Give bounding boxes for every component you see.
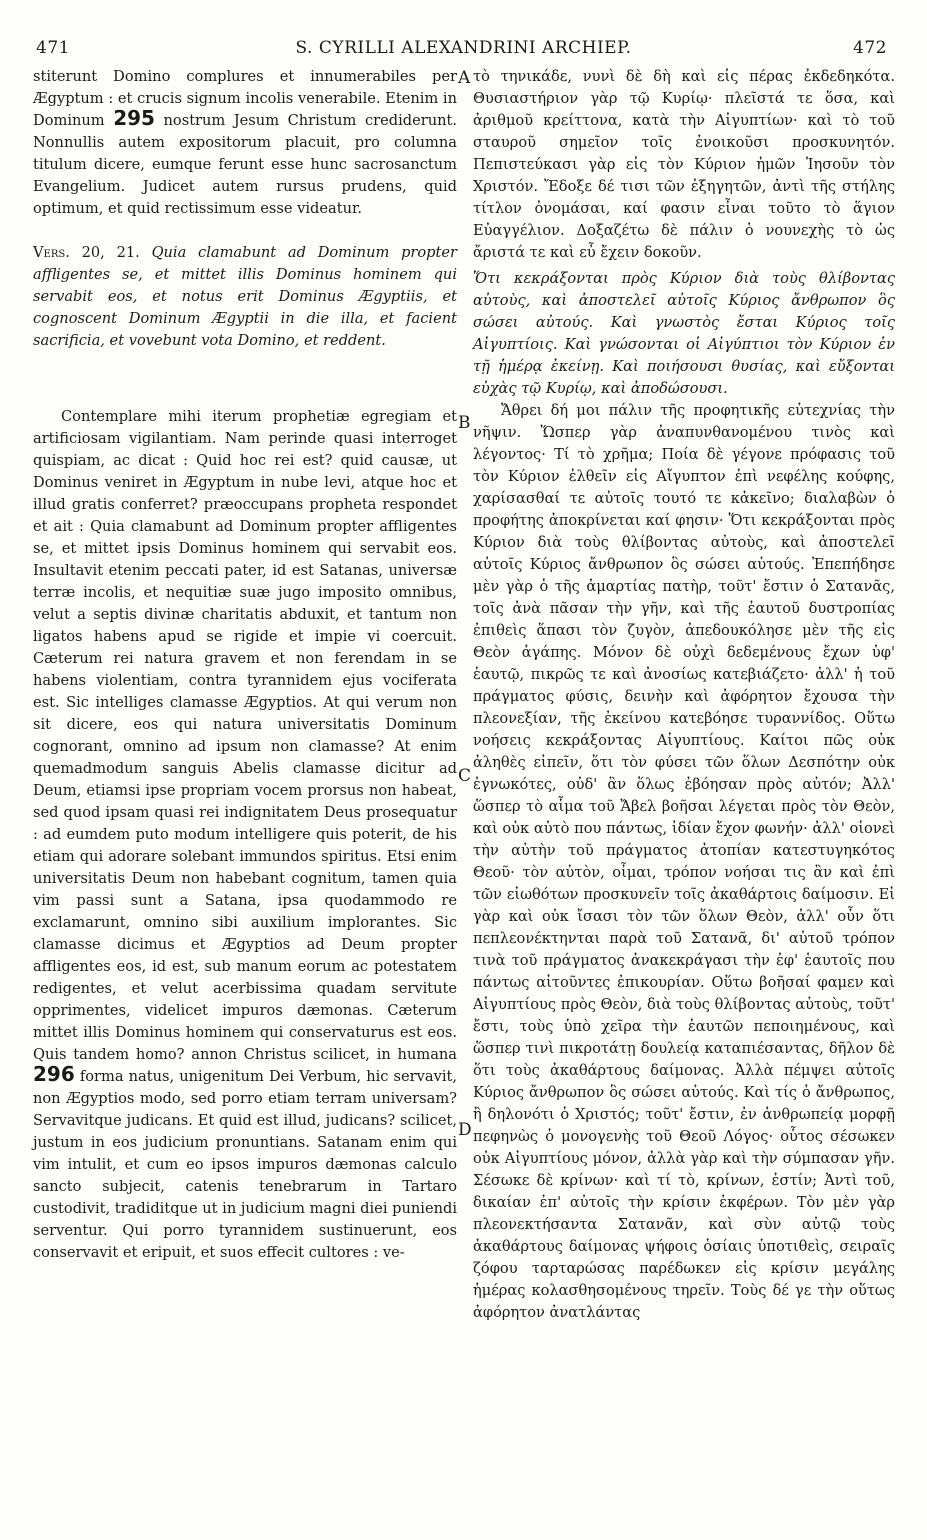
greek-paragraph-3: Ἄθρει δή μοι πάλιν τῆς προφητικῆς εὐτεχνίας τὴν νῆψιν. Ὥσπερ γὰρ ἀναπυνθανομένου τινὸς καὶ λέγοντος· Τί τὸ χρῆμα; Ποία δὲ γέγονε πρόφασις τοῦ τὸν Κύριον ἐλθεῖν εἰς Αἴγυπτον ἐπὶ νεφέλης κούφης, χαρίσασθαί τε αὐτοῖς τουτό τε κἀκεῖνο; διαλαβὼν ὁ προφήτης ἀποκρίνεται καί φησιν· Ὅτι κεκράξονται πρὸς Κύριον διὰ τοὺς θλίβοντας αὐτοὺς, καὶ ἀποστελεῖ αὐτοῖς Κύριος ἄνθρωπον ὃς σώσει αὐτούς. Ἐπεπήδησε μὲν γὰρ ὁ τῆς ἁμαρτίας πατὴρ, τοῦτ' ἔστιν ὁ Σατανᾶς, τοῖς ἀνὰ πᾶσαν τὴν γῆν, καὶ τῆς ἑαυτοῦ δυστροπίας ἐπιθεὶς ἅπασι τὸν ζυγὸν, ἀπεδουκόλησε μὲν τῆς εἰς Θεὸν ἀγάπης. Μόνον δὲ οὐχὶ δεδεμένους ἔχων ὑφ' ἑαυτῷ, πικρῶς τε καὶ ἀνοσίως κατεβιάζετο· ἀλλ' ἡ τοῦ πράγματος φύσις, δεινὴν καὶ ἀφόρητον ἔχουσα τὴν πλεονεξίαν, τῆς ἐκείνου κατεβόησε τυραννίδος. Οὕτω νοήσεις κεκράξοντας Αἰγυπτίους. Καίτοι πῶς οὐκ ἀληθὲς εἰπεῖν, ὅτι τὸν φύσει τῶν ὅλων Δεσπότην οὐκ ἐγνωκότες, οὐδ' ἂν ὅλως ἐβόησαν πρὸς αὐτόν; Ἀλλ' ὥσπερ τὸ αἷμα τοῦ Ἄβελ βοῆσαι λέγεται πρὸς τὸν Θεὸν, καὶ οὐκ αὐτὸ που πάντως, ἰδίαν ἔχον φωνήν· ἀλλ' οἱονεὶ τὴν αὐτὴν τοῦ πράγματος ἀτοπίαν κατεστυγηκότος Θεοῦ· τὸν αὐτὸν, οἶμαι, τρόπον νοήσαι τις ἂν καὶ ἐπὶ τῶν εἰωθότων προσκυνεῖν τοῖς ἀκαθάρτοις δαίμοσιν. Εἰ γὰρ καὶ οὐκ ἴσασι τὸν τῶν ὅλων Θεὸν, ἀλλ' οὖν ὅτι πεπλεονέκτηνται παρὰ τοῦ Σατανᾶ, δι' αὐτοῦ τρόπον τινὰ τοῦ πράγματος ἀνακεκράγασι τὴν ἐφ' ἑαυτοῖς που πάντως αἰτοῦντες ἐπικουρίαν. Οὕτω βοῆσαί φαμεν καὶ Αἰγυπτίους πρὸς Θεὸν, διὰ τοὺς θλίβοντας αὐτοὺς, τοῦτ' ἔστι, τοὺς ὑπὸ χεῖρα τὴν ἑαυτῶν πεποιημένους, καὶ ὥσπερ τινὶ πικροτάτῃ δουλείᾳ καταπιέσαντας, δῆλον δὲ ὅτι τοὺς ἀκαθάρτους δαίμονας. Ἀλλὰ πέμψει αὐτοῖς Κύριος ἄνθρωπον ὃς σώσει αὐτούς. Καὶ τίς ὁ ἄνθρωπος, ἢ δηλονότι ὁ Χριστός; τοῦτ' ἔστιν, ἐν ἀνθρωπείᾳ μορφῇ πεφηνὼς ὁ μονογενὴς τοῦ Θεοῦ Λόγος· οὗτος σέσωκεν οὐκ Αἰγυπτίους μόνον, ἀλλὰ γὰρ καὶ τὴν σύμπασαν γῆν. Σέσωκε δὲ κρίνων· καὶ τί τὸ, κρίνων, ἐστίν; Ἀντὶ τοῦ, δικαίαν ἐπ' αὐτοῖς τὴν κρίσιν ἐκφέρων. Τὸν μὲν γὰρ πλεονεκτήσαντα Σατανᾶν, καὶ σὺν αὐτῷ τοὺς ἀκαθάρτους δαίμονας ψήφοις ὁσίαις ὑποτιθεὶς, σειραῖς ζόφου ταρταρώσας παρέδωκεν εἰς κρίσιν μεγάλης ἡμέρας κολασθησομένους τηρεῖν. Τοὺς δέ γε τὴν οὕτως ἀφόρητον ἀνατλάντας bbox=[473, 402, 895, 1321]
margin-letter-c: C bbox=[458, 766, 472, 786]
margin-letter-d: D bbox=[458, 1120, 472, 1140]
greek-verse: Ὅτι κεκράξονται πρὸς Κύριον διὰ τοὺς θλίβοντας αὐτοὺς, καὶ ἀποστελεῖ αὐτοῖς Κύριος ἄνθρωπον ὃς σώσει αὐτούς. Καὶ γνωστὸς ἔσται Κύριος τοῖς Αἰγυπτίοις. Καὶ γνώσονται οἱ Αἰγύπτιοι τὸν Κύριον ἐν τῇ ἡμέρᾳ ἐκείνῃ. Καὶ ποιήσουσι θυσίας, καὶ εὔξονται εὐχὰς τῷ Κυρίῳ, καὶ ἀποδώσουσι. bbox=[473, 270, 895, 397]
page-number-right: 472 bbox=[853, 38, 887, 58]
latin-verse: Vers. 20, 21. Quia clamabunt ad Dominum propter affligentes se, et mittet illis Dominus hominem qui servabit eos, et notus erit Dominus Ægyptiis, et cognoscent Dominum Ægyptii in die illa, et facient sacrificia, et vovebunt vota Domino, et reddent. bbox=[33, 244, 458, 349]
column-number-296: 296 bbox=[33, 1062, 75, 1086]
greek-paragraph-1: τὸ τηνικάδε, νυνὶ δὲ δὴ καὶ εἰς πέρας ἐκδεδηκότα. Θυσιαστήριον γὰρ τῷ Κυρίῳ· πλεῖστά τε ὅσα, καὶ ἀριθμοῦ κρείττονα, κατὰ τὴν Αἰγυπτίων· καὶ τὸ τοῦ σταυροῦ σημεῖον τοῖς ἐνοικοῦσι προσκυνητόν. Πεπιστεύκασι γὰρ εἰς τὸν Κύριον ἡμῶν Ἰησοῦν τὸν Χριστόν. Ἔδοξε δέ τισι τῶν ἐξηγητῶν, ἀντὶ τῆς στήλης τίτλον ὀνομάσαι, καί φασιν εἶναι τοῦτο τὸ ἅγιον Εὐαγγέλιον. Δοξαζέτω δὲ πάλιν ὁ νουνεχὴς τὸ ὡς ἄριστά τε καὶ εὖ ἔχειν δοκοῦν. bbox=[473, 68, 895, 261]
margin-letter-a: A bbox=[458, 68, 471, 88]
column-number-295: 295 bbox=[113, 106, 155, 130]
running-title: S. CYRILLI ALEXANDRINI ARCHIEP. bbox=[295, 38, 632, 58]
page-number-left: 471 bbox=[36, 38, 70, 58]
greek-column bbox=[473, 66, 895, 1536]
latin-column bbox=[33, 66, 457, 1536]
latin-paragraph-1: stiterunt Domino complures et innumerabiles per Ægyptum : et crucis signum incolis venerabile. Etenim in Dominum 295 nostrum Jesum Christum crediderunt. Nonnullis autem expositorum placuit, pro columna titulum dicere, eumque ferunt esse hunc sacrosanctum Evangelium. Judicet autem rursus prudens, quid optimum, et quid rectissimum esse videatur. bbox=[33, 68, 457, 217]
margin-letter-b: B bbox=[458, 413, 471, 433]
latin-paragraph-3: Contemplare mihi iterum prophetiæ egregiam et artificiosam vigilantiam. Nam perinde quasi interroget quispiam, ac dicat : Quid hoc rei est? quid causæ, ut Dominus veniret in Ægyptum in nube levi, atque hoc et illud gratis conferret? præoccupans propheta respondet et ait : Quia clamabunt ad Dominum propter affligentes se, et mittet ipsis Dominus hominem qui servabit eos. Insultavit etenim peccati pater, id est Satanas, universæ terræ incolis, et nequitiæ suæ jugo imposito omnibus, velut a septis divinæ charitatis abduxit, et tantum non ligatos habens apud se rigide et impie vi coercuit. Cæterum rei natura gravem et non ferendam in se habens violentiam, contra tyrannidem ejus vociferata est. Sic intelliges clamasse Ægyptios. At qui verum non sit dicere, eos qui natura universitatis Dominum cognorant, omnino ad ipsum non clamasse? At enim quemadmodum sanguis Abelis clamasse dicitur ad Deum, etiamsi ipse propriam vocem prorsus non habeat, sed quod ipsam quasi rei indignitatem Deus prosequatur : ad eumdem puto modum intelligere quis poterit, de his etiam qui adorare solebant immundos spiritus. Etsi enim universitatis Deum non habebant cognitum, tamen quia vim passi sunt a Satana, ipsa quodammodo re exclamarunt, omnino sibi auxilium implorantes. Sic clamasse dicimus et Ægyptios ad Deum propter affligentes eos, id est, sub manum eorum ac potestatem redigentes, et velut acerbissima quadam servitute opprimentes, videlicet impuros dæmonas. Cæterum mittet illis Dominus hominem qui conservaturus est eos. Quis tandem homo? annon Christus scilicet, in humana 296 forma natus, unigenitum Dei Verbum, hic servavit, non Ægyptios modo, sed porro etiam terram universam? Servavitque judicans. Et quid est illud, judicans? scilicet, justum in eos judicium pronuntians. Satanam enim qui vim intulit, et cum eo ipsos impuros dæmonas calculo sancto subjecit, catenis tenebrarum in Tartaro custodivit, tradiditque ut in judicium magni diei puniendi serventur. Qui porro tyrannidem sustinuerunt, eos conservavit et eripuit, et suos effecit cultores : ve- bbox=[33, 408, 457, 1261]
verse-label: Vers. 20, 21. bbox=[33, 244, 140, 261]
